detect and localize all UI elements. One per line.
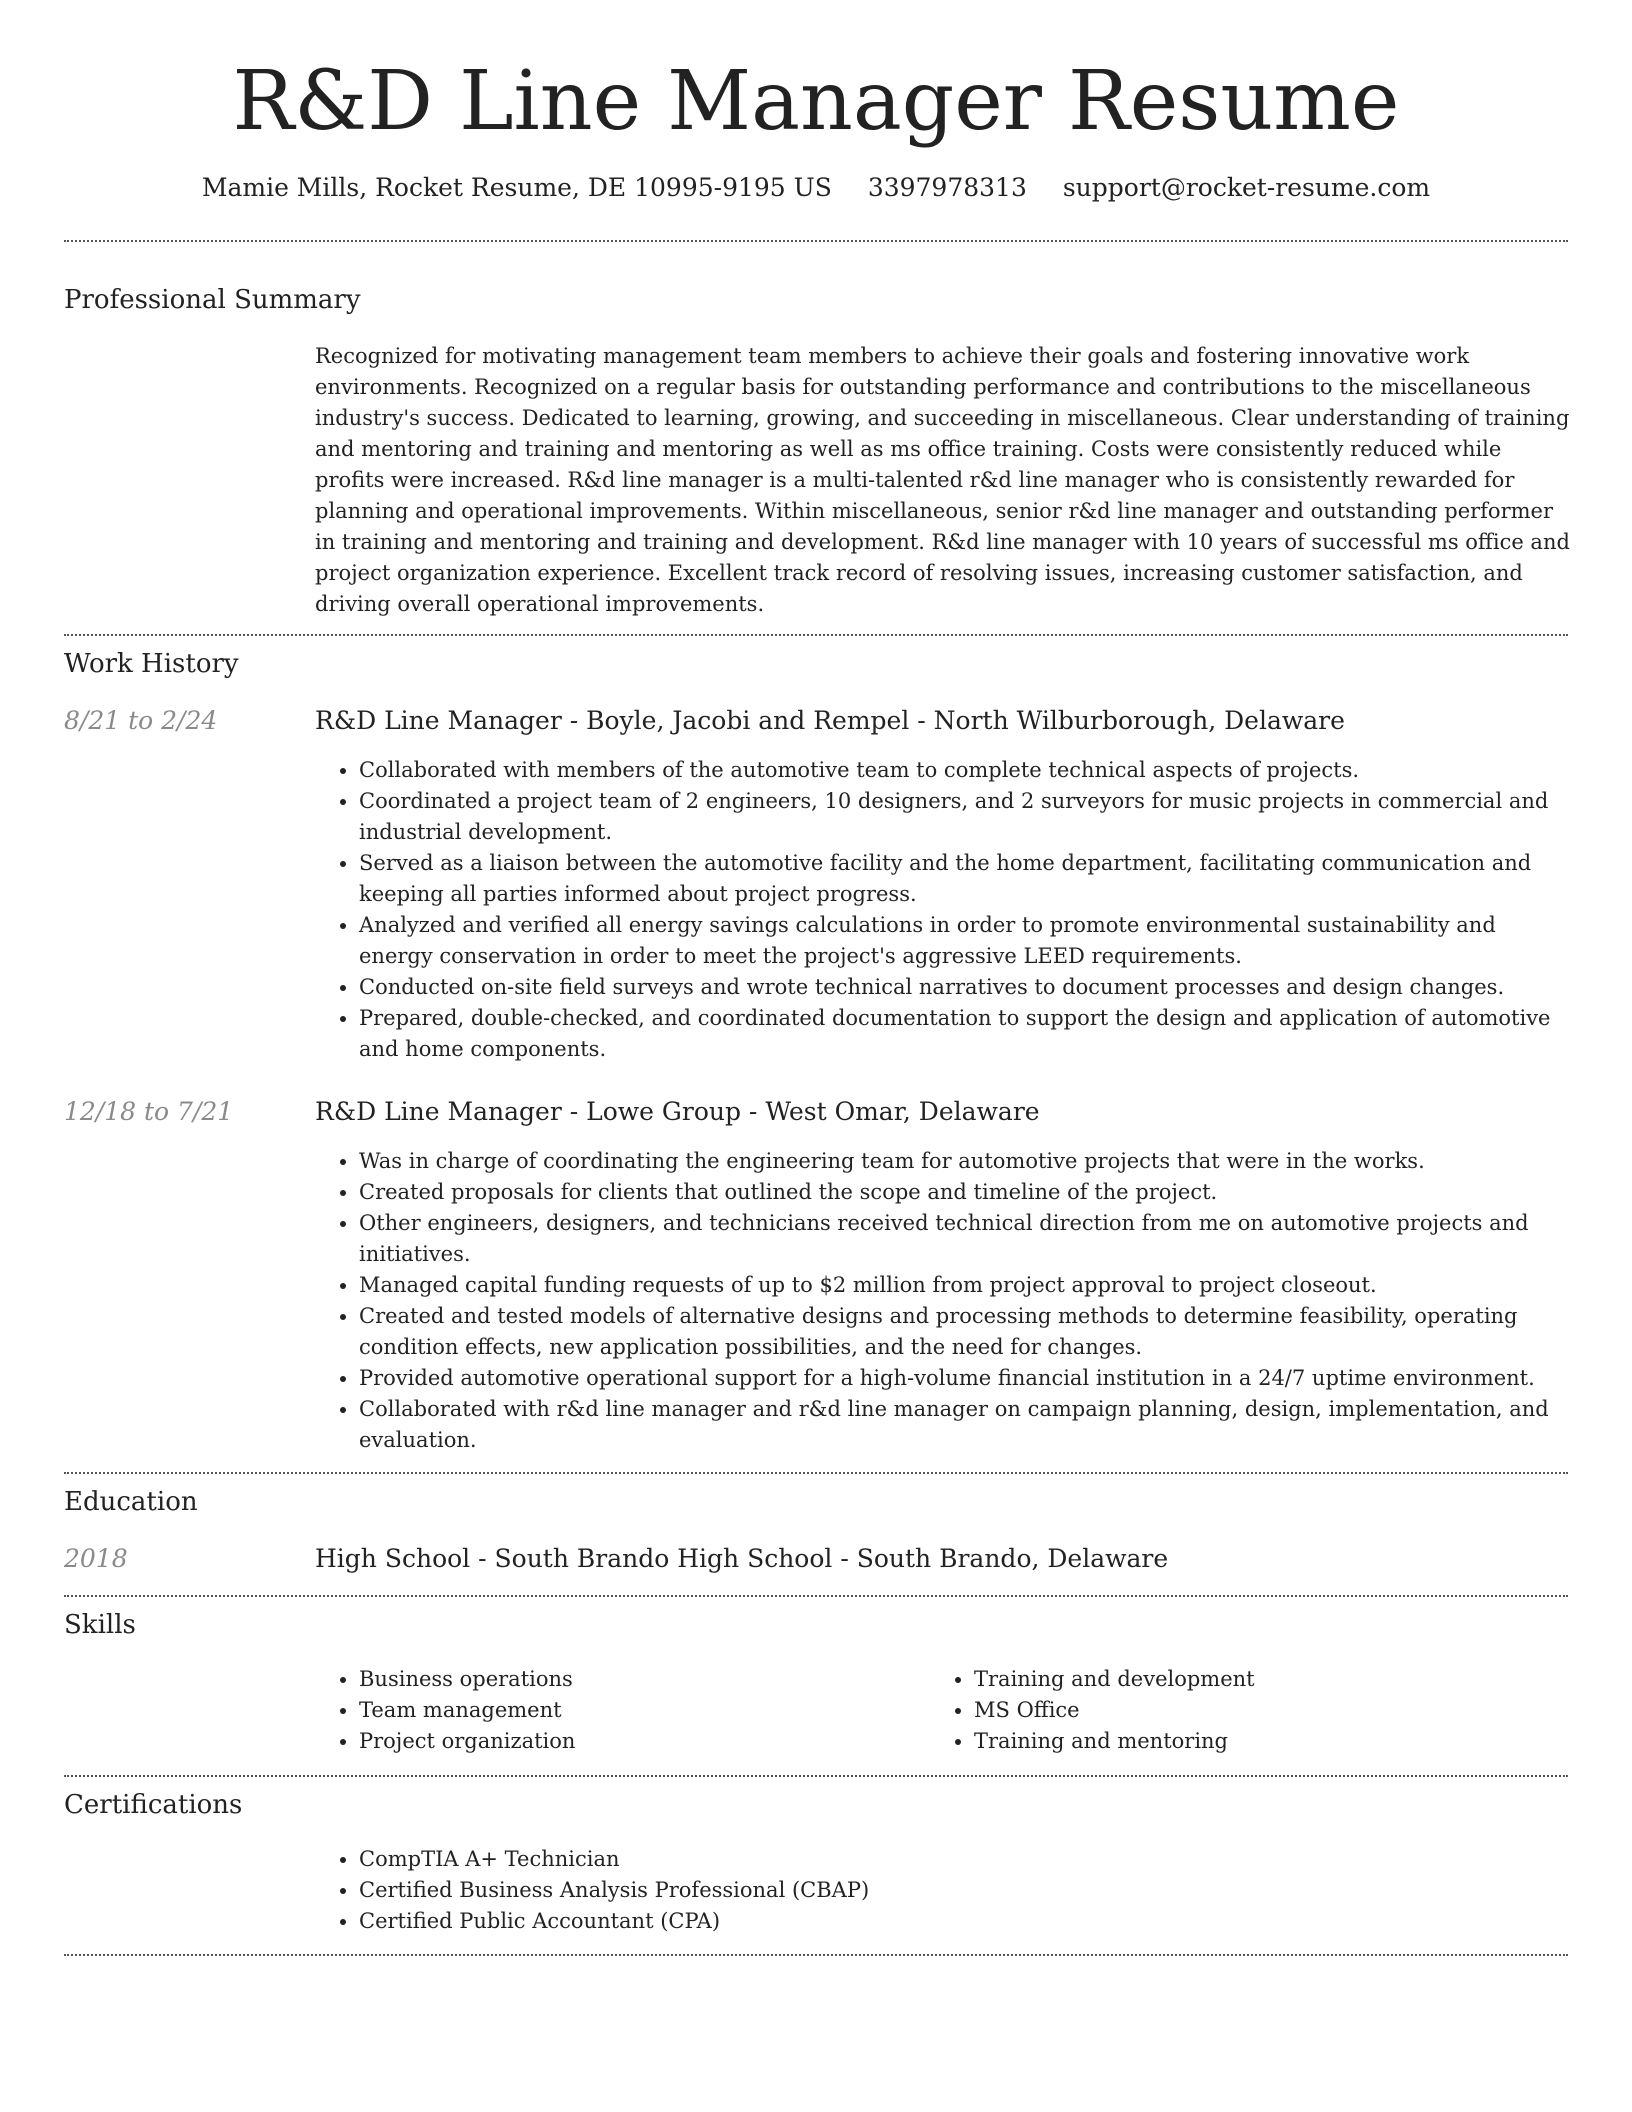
- job-title: R&D Line Manager - Boyle, Jacobi and Rempel - North Wilburborough, Delaware: [315, 706, 1345, 735]
- skill-item: • MS Office: [974, 1695, 1534, 1726]
- contact-email: support@rocket-resume.com: [1062, 173, 1431, 202]
- job-bullet: • Created and tested models of alternative designs and processing methods to determine feasibility, operating condition effects, new application possibilities, and the need for changes.: [359, 1301, 1575, 1363]
- contact-address: Mamie Mills, Rocket Resume, DE 10995-9195 US: [201, 173, 832, 202]
- education-entry: High School - South Brando High School - South Brando, Delaware: [315, 1544, 1169, 1573]
- certifications-list: [315, 1844, 1559, 1937]
- certification-item: • CompTIA A+ Technician: [359, 1844, 1559, 1875]
- job-bullet: • Collaborated with r&d line manager and r&d line manager on campaign planning, design, implementation, and evaluation.: [359, 1394, 1575, 1456]
- education-year: 2018: [64, 1544, 128, 1573]
- skill-item: • Team management: [359, 1695, 919, 1726]
- contact-phone: 3397978313: [867, 173, 1027, 202]
- job-bullet: • Other engineers, designers, and technicians received technical direction from me on automotive projects and initiatives.: [359, 1208, 1575, 1270]
- job-title: R&D Line Manager - Lowe Group - West Omar, Delaware: [315, 1097, 1040, 1126]
- certifications-heading: Certifications: [64, 1790, 243, 1820]
- job-bullet: • Prepared, double-checked, and coordinated documentation to support the design and application of automotive and home components.: [359, 1003, 1575, 1065]
- job-bullets: [315, 1146, 1575, 1456]
- certification-item: • Certified Business Analysis Professional (CBAP): [359, 1875, 1559, 1906]
- skill-item: • Project organization: [359, 1726, 919, 1757]
- job-dates: 8/21 to 2/24: [64, 706, 218, 735]
- job-bullet: • Managed capital funding requests of up to $2 million from project approval to project closeout.: [359, 1270, 1575, 1301]
- divider: [64, 1472, 1568, 1474]
- skills-list-right: [930, 1664, 1534, 1757]
- job-bullet: • Conducted on-site field surveys and wrote technical narratives to document processes and design changes.: [359, 972, 1575, 1003]
- summary-heading: Professional Summary: [64, 285, 361, 315]
- job-bullet: • Collaborated with members of the automotive team to complete technical aspects of projects.: [359, 755, 1575, 786]
- job-bullet: • Coordinated a project team of 2 engineers, 10 designers, and 2 surveyors for music projects in commercial and industrial development.: [359, 786, 1575, 848]
- summary-text: Recognized for motivating management team members to achieve their goals and fostering innovative work environments. Recognized on a regular basis for outstanding performance and contributions to the miscellaneous industry's success. Dedicated to learning, growing, and succeeding in miscellaneous. Clear understanding of training and mentoring and training and mentoring as well as ms office training. Costs were consistently reduced while profits were increased. R&d line manager is a multi-talented r&d line manager who is consistently rewarded for planning and operational improvements. Within miscellaneous, senior r&d line manager and outstanding performer in training and mentoring and training and development. R&d line manager with 10 years of successful ms office and project organization experience. Excellent track record of resolving issues, increasing customer satisfaction, and driving overall operational improvements.: [315, 344, 1570, 616]
- job-bullet: • Served as a liaison between the automotive facility and the home department, facilitating communication and keeping all parties informed about project progress.: [359, 848, 1575, 910]
- skill-item: • Training and mentoring: [974, 1726, 1534, 1757]
- skills-heading: Skills: [64, 1610, 136, 1640]
- job-bullet: • Was in charge of coordinating the engineering team for automotive projects that were in the works.: [359, 1146, 1575, 1177]
- resume-title: R&D Line Manager Resume: [232, 54, 1400, 149]
- work-history-heading: Work History: [64, 649, 239, 679]
- divider: [64, 634, 1568, 636]
- skills-list-left: [315, 1664, 919, 1757]
- job-bullets: [315, 755, 1575, 1065]
- job-bullet: • Analyzed and verified all energy savings calculations in order to promote environmental sustainability and energy conservation in order to meet the project's aggressive LEED requirements.: [359, 910, 1575, 972]
- job-bullet: • Provided automotive operational support for a high-volume financial institution in a 24/7 uptime environment.: [359, 1363, 1575, 1394]
- certification-item: • Certified Public Accountant (CPA): [359, 1906, 1559, 1937]
- divider: [64, 1595, 1568, 1597]
- divider: [64, 1954, 1568, 1956]
- education-heading: Education: [64, 1487, 198, 1517]
- job-bullet: • Created proposals for clients that outlined the scope and timeline of the project.: [359, 1177, 1575, 1208]
- job-dates: 12/18 to 7/21: [64, 1097, 234, 1126]
- divider: [64, 240, 1568, 242]
- divider: [64, 1775, 1568, 1777]
- contact-line: [0, 170, 1632, 206]
- skill-item: • Training and development: [974, 1664, 1534, 1695]
- skill-item: • Business operations: [359, 1664, 919, 1695]
